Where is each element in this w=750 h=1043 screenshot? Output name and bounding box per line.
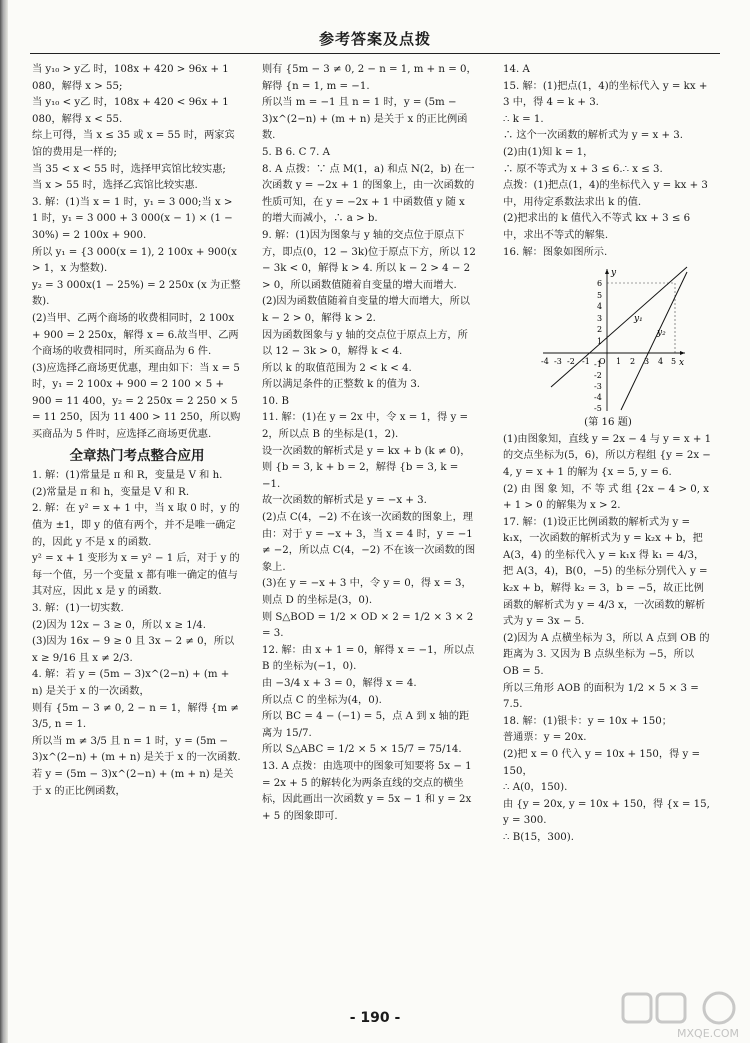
text-line: 2. 解：在 y² = x + 1 中，当 x 取 0 时，y 的值为 ±1，即 y 的值有两个，并不是唯一确定的，因此 y 不是 x 的函数.: [32, 503, 240, 548]
text-line: 所以当 m = −1 且 n = 1 时，y = (5m − 3)x^(2−n) + (m + n) 是关于 x 的正比例函数.: [262, 97, 468, 142]
text-line: 则 S△BOD = 1/2 × OD × 2 = 1/2 × 3 × 2 = 3.: [262, 611, 474, 640]
text-line: 当 35 < x < 55 时，选择甲宾馆比较实惠;: [32, 163, 226, 175]
text-line: y₂ = 3 000x(1 − 25%) = 2 250x (x 为正整数).: [32, 279, 241, 308]
column-3: [503, 62, 713, 847]
text-line: 综上可得，当 x ≤ 35 或 x = 55 时，两家宾馆的费用是一样的;: [32, 130, 235, 158]
text-line: 当 y₁₀ < y乙 时，108x + 420 < 96x + 1 080，解得 x < 55.: [32, 97, 229, 125]
text-line: y² = x + 1 变形为 x = y² − 1 后，对于 y 的每一个值，另一个变量 x 都有唯一确定的值与其对应，因此 x 是 y 的函数.: [32, 553, 240, 598]
x-tick: 1: [616, 357, 622, 367]
text-line: 由 −3/4 x + 3 = 0，解得 x = 4.: [262, 677, 417, 689]
x-axis-arrow: [680, 351, 685, 355]
y-tick: -4: [594, 393, 602, 403]
section-title: 全章热门考点整合应用: [69, 447, 205, 464]
column-1: [32, 62, 242, 800]
text-line: (2)常量是 π 和 h，变量是 V 和 R.: [32, 486, 190, 498]
series-label-y2: y₂: [657, 328, 666, 339]
y-axis-label: y: [611, 268, 617, 279]
y-tick: -3: [594, 382, 602, 392]
y-axis-arrow: [605, 269, 609, 274]
text-line: (1)由图象知，直线 y = 2x − 4 与 y = x + 1 的交点坐标为(5，6)，所以方程组 {y = 2x − 4, y = x + 1 的解为 {x = 5, y = 6.: [503, 433, 712, 478]
text-line: (2)把 x = 0 代入 y = 10x + 150，得 y = 150，: [503, 749, 701, 777]
x-tick: -3: [554, 357, 562, 367]
text-line: 13. A 点拨：由选项中的图象可知要将 5x − 1 = 2x + 5 的解转化为两条直线的交点的横坐标，因此画出一次函数 y = 5x − 1 和 y = 2x + 5 的图象即可.: [262, 760, 472, 822]
text-line: 当 y₁₀ > y乙 时，108x + 420 > 96x + 1 080，解得 x > 55;: [32, 64, 229, 92]
y-tick: 6: [597, 279, 603, 289]
x-tick: -2: [567, 357, 575, 367]
page-title: 参考答案及点拨: [318, 30, 431, 48]
text-line: 1. 解：(1)常量是 π 和 R，变量是 V 和 h.: [32, 470, 223, 482]
text-line: ∴ k = 1.: [503, 113, 544, 125]
text-line: 故一次函数的解析式是 y = −x + 3.: [262, 495, 427, 507]
text-line: 点拨：(1)把点(1，4)的坐标代入 y = kx + 3 中，用待定系数法求出 k 的值.: [503, 180, 708, 208]
text-line: ∴ 这个一次函数的解析式为 y = x + 3.: [503, 130, 683, 142]
y-tick: -1: [594, 360, 602, 370]
text-line: ∴ A(0，150).: [503, 782, 568, 794]
text-line: (3)应选择乙商场更优惠，理由如下：当 x = 5 时，y₁ = 2 100x + 900 = 2 100 × 5 + 900 = 11 400，y₂ = 2 250x = 2 250 × 5 = 11 250，因为 11 400 > 11 250，所以购买商品为 5 件时，应选择乙商场更优惠.: [32, 362, 241, 441]
text-line: (2) 由 图 象 知，不 等 式 组 {2x − 4 > 0, x + 1 > 0 的解集为 x > 2.: [503, 483, 709, 512]
column-2: [262, 62, 477, 825]
text-line: 8. A 点拨：∵ 点 M(1，a) 和点 N(2，b) 在一次函数 y = −2x + 1 的图象上，由一次函数的性质可知，在 y = −2x + 1 中函数值 y 随 x 的增大而减小，∴ a > b.: [262, 163, 475, 225]
text-line: 所以满足条件的正整数 k 的值为 3.: [262, 379, 421, 391]
x-tick: 5: [671, 357, 677, 367]
text-line: (2)当甲、乙两个商场的收费相同时，2 100x + 900 = 2 250x，解得 x = 6.故当甲、乙两个商场的收费相同时，所买商品为 6 件.: [32, 312, 239, 358]
text-line: 3. 解：(1)一切实数.: [32, 603, 124, 614]
header-rule: [30, 53, 720, 54]
y-tick: -5: [594, 404, 602, 414]
text-line: 普通票：y = 20x.: [503, 732, 587, 744]
text-line: ∴ 原不等式为 x + 3 ≤ 6.∴ x ≤ 3.: [503, 163, 663, 175]
y-tick: -2: [594, 371, 602, 381]
text-line: 所以 y₁ = {3 000(x = 1), 2 100x + 900(x > 1，x 为整数).: [32, 246, 237, 275]
x-tick: O: [599, 357, 606, 367]
x-tick: 2: [630, 357, 636, 367]
text-line: 所以 S△ABC = 1/2 × 5 × 15/7 = 75/14.: [262, 744, 462, 756]
x-tick: 4: [658, 357, 664, 367]
text-line: 11. 解：(1)在 y = 2x 中，令 x = 1，得 y = 2，所以点 B 的坐标是(1，2).: [262, 412, 469, 441]
text-line: 18. 解：(1)银卡：y = 10x + 150；: [503, 715, 672, 727]
text-line: 17. 解：(1)设正比例函数的解析式为 y = k₁x，一次函数的解析式为 y = k₂x + b，把 A(3，4) 的坐标代入 y = k₁x 得 k₁ = 4/3，把 A(3，4)，B(0，−5) 的坐标分别代入 y = k₂x + b，解得 k₂ = 3，b = −5，故正比例函数的解析式为 y = 4/3 x，一次函数的解析式为 y = 3x − 5.: [503, 516, 708, 628]
text-line: (2)点 C(4，−2) 不在该一次函数的图象上，理由：对于 y = −x + 3，当 x = 4 时，y = −1 ≠ −2，所以点 C(4，−2) 不在该一次函数的图象上.: [262, 512, 476, 573]
text-line: 5. B 6. C 7. A: [262, 146, 330, 158]
text-line: 则 {b = 3, k + b = 2，解得 {b = 3, k = −1.: [262, 462, 459, 490]
x-tick: 3: [644, 357, 650, 367]
watermark: [595, 990, 745, 1042]
text-line: (2)因为函数值随着自变量的增大而增大，所以 k − 2 > 0，解得 k > 2.: [262, 296, 470, 324]
text-line: (3)因为 16x − 9 ≥ 0 且 3x − 2 ≠ 0，所以 x ≥ 9/16 且 x ≠ 2/3.: [32, 636, 235, 664]
y-tick: 5: [597, 291, 603, 301]
y-tick: 3: [597, 314, 603, 324]
function-graph: [539, 265, 689, 415]
text-line: 由 {y = 20x, y = 10x + 150，得 {x = 15, y = 300.: [503, 798, 710, 827]
watermark-logo-icon: [621, 990, 741, 1026]
text-line: 15. 解：(1)把点(1，4)的坐标代入 y = kx + 3 中，得 4 = k + 3.: [503, 80, 708, 109]
graph-caption: (第 16 题): [584, 417, 632, 429]
x-tick: -4: [541, 357, 549, 367]
line-y-equals-2x-minus-4: [621, 272, 687, 410]
text-line: (2)由(1)知 k = 1，: [503, 146, 594, 158]
text-line: ∴ B(15，300).: [503, 831, 574, 843]
text-line: (3)在 y = −x + 3 中，令 y = 0，得 x = 3，则点 D 的坐标是(3，0).: [262, 578, 472, 606]
x-axis-label: x: [679, 358, 685, 369]
text-line: 10. B: [262, 395, 289, 407]
text-line: 因为函数图象与 y 轴的交点位于原点上方，所以 12 − 3k > 0，解得 k < 4.: [262, 329, 468, 358]
text-line: (2)因为 12x − 3 ≥ 0，所以 x ≥ 1/4.: [32, 619, 206, 631]
text-line: 设一次函数的解析式是 y = kx + b (k ≠ 0)，: [262, 445, 471, 457]
series-label-y1: y₁: [634, 314, 643, 325]
page-number: - 190 -: [349, 1010, 401, 1026]
text-line: 所以三角形 AOB 的面积为 1/2 × 5 × 3 = 7.5.: [503, 682, 699, 711]
text-line: 则有 {5m − 3 ≠ 0, 2 − n = 1，解得 {m ≠ 3/5, n = 1.: [32, 702, 239, 731]
y-tick: 4: [597, 302, 603, 312]
text-line: 9. 解：(1)因为图象与 y 轴的交点位于原点下方，即点(0，12 − 3k)位于原点下方，所以 12 − 3k < 0，解得 k > 4. 所以 k − 2 > 4 − 2 > 0，所以函数值随着自变量的增大而增大.: [262, 229, 476, 291]
book-spine-shadow: [0, 0, 8, 1043]
y-tick: 1: [597, 337, 603, 347]
text-line: 所以点 C 的坐标为(4，0).: [262, 694, 382, 706]
x-tick: -1: [582, 357, 590, 367]
text-line: 当 x > 55 时，选择乙宾馆比较实惠.: [32, 180, 198, 192]
text-line: 16. 解：图象如图所示.: [503, 246, 608, 258]
text-line: 14. A: [503, 64, 530, 75]
line-y-equals-x-plus-1: [551, 267, 687, 387]
text-line: 4. 解：若 y = (5m − 3)x^(2−n) + (m + n) 是关于 x 的一次函数，: [32, 669, 230, 697]
text-line: 12. 解：由 x + 1 = 0，解得 x = −1，所以点 B 的坐标为(−1，0).: [262, 644, 475, 673]
text-line: 则有 {5m − 3 ≠ 0, 2 − n = 1, m + n = 0，解得 {n = 1, m = −1.: [262, 64, 477, 92]
page-header: [0, 0, 750, 58]
watermark-text: MXQE.COM: [677, 1027, 739, 1040]
text-line: 所以 k 的取值范围为 2 < k < 4.: [262, 362, 412, 374]
text-line: 若 y = (5m − 3)x^(2−n) + (m + n) 是关于 x 的正比例函数，: [32, 768, 234, 797]
text-line: 3. 解：(1)当 x = 1 时，y₁ = 3 000;当 x > 1 时，y₁ = 3 000 + 3 000(x − 1) × (1 − 30%) = 2 100x + 900.: [32, 196, 233, 241]
text-line: (2)把求出的 k 值代入不等式 kx + 3 ≤ 6 中，求出不等式的解集.: [503, 213, 691, 241]
y-tick: 2: [597, 325, 603, 335]
text-line: 所以 BC = 4 − (−1) = 5，点 A 到 x 轴的距离为 15/7.: [262, 711, 470, 739]
text-line: (2)因为 A 点横坐标为 3，所以 A 点到 OB 的距离为 3. 又因为 B 点纵坐标为 −5，所以 OB = 5.: [503, 632, 710, 678]
text-line: 所以当 m ≠ 3/5 且 n = 1 时，y = (5m − 3)x^(2−n) + (m + n) 是关于 x 的一次函数.: [32, 735, 241, 764]
